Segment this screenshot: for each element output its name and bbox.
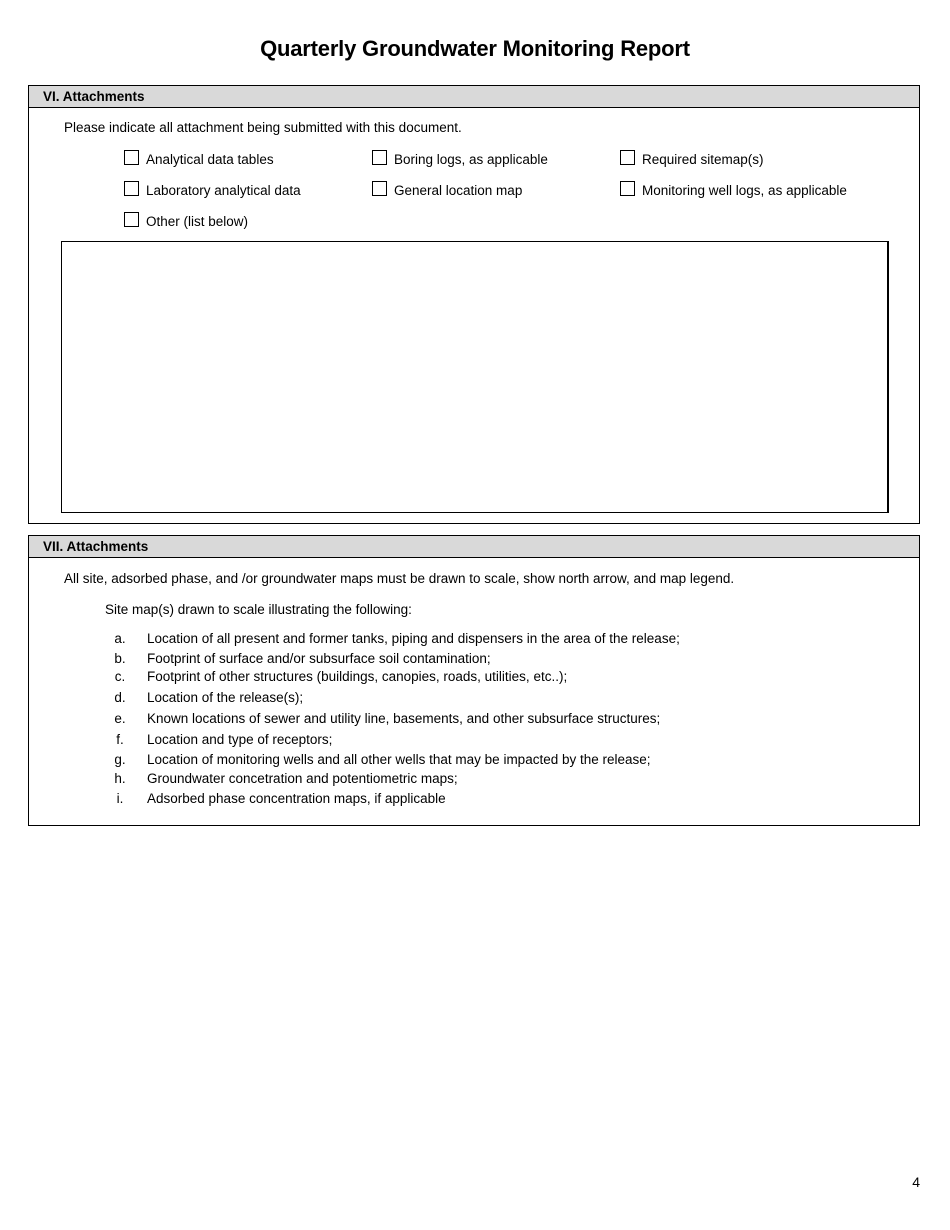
checkbox-box[interactable] — [124, 181, 139, 196]
list-text: Adsorbed phase concentration maps, if applicable — [147, 791, 446, 806]
section-vi-header: VI. Attachments — [29, 86, 919, 108]
list-letter: g. — [114, 752, 126, 767]
list-letter: d. — [114, 690, 126, 705]
attachments-section-vi — [28, 85, 920, 524]
list-letter: h. — [114, 771, 126, 786]
section-vi-intro: Please indicate all attachment being submitted with this document. — [64, 120, 462, 135]
page-title: Quarterly Groundwater Monitoring Report — [260, 36, 690, 61]
checkbox-label: General location map — [394, 183, 523, 198]
list-letter: a. — [114, 631, 126, 646]
list-letter: b. — [114, 651, 126, 666]
list-text: Location of all present and former tanks, piping and dispensers in the area of the release; — [147, 631, 680, 646]
checkbox-label: Monitoring well logs, as applicable — [642, 183, 847, 198]
site-map-intro: Site map(s) drawn to scale illustrating the following: — [105, 602, 412, 617]
checkbox-box[interactable] — [372, 181, 387, 196]
attachments-section-vii — [28, 535, 920, 826]
checkbox-label: Laboratory analytical data — [146, 183, 301, 198]
list-letter: i. — [116, 791, 124, 806]
list-text: Footprint of surface and/or subsurface soil contamination; — [147, 651, 491, 666]
other-attachments-textarea[interactable] — [61, 241, 889, 513]
list-text: Groundwater concetration and potentiometric maps; — [147, 771, 458, 786]
checkbox-label: Other (list below) — [146, 214, 249, 229]
list-text: Location of the release(s); — [147, 690, 304, 705]
section-vii-intro: All site, adsorbed phase, and /or groundwater maps must be drawn to scale, show north arrow, and map legend. — [64, 571, 735, 586]
checkbox-box[interactable] — [372, 150, 387, 165]
list-letter: e. — [114, 711, 126, 726]
checkbox-label: Analytical data tables — [146, 152, 274, 167]
list-text: Location of monitoring wells and all other wells that may be impacted by the release; — [147, 752, 651, 767]
checkbox-box[interactable] — [124, 150, 139, 165]
list-letter: f. — [116, 732, 124, 747]
section-vii-header: VII. Attachments — [29, 536, 919, 558]
list-text: Location and type of receptors; — [147, 732, 333, 747]
checkbox-box[interactable] — [124, 212, 139, 227]
list-text: Known locations of sewer and utility line, basements, and other subsurface structures; — [147, 711, 661, 726]
list-text: Footprint of other structures (buildings, canopies, roads, utilities, etc..); — [147, 669, 568, 684]
checkbox-label: Boring logs, as applicable — [394, 152, 548, 167]
checkbox-box[interactable] — [620, 150, 635, 165]
checkbox-label: Required sitemap(s) — [642, 152, 764, 167]
list-letter: c. — [114, 669, 126, 684]
checkbox-box[interactable] — [620, 181, 635, 196]
page-number: 4 — [912, 1174, 920, 1190]
